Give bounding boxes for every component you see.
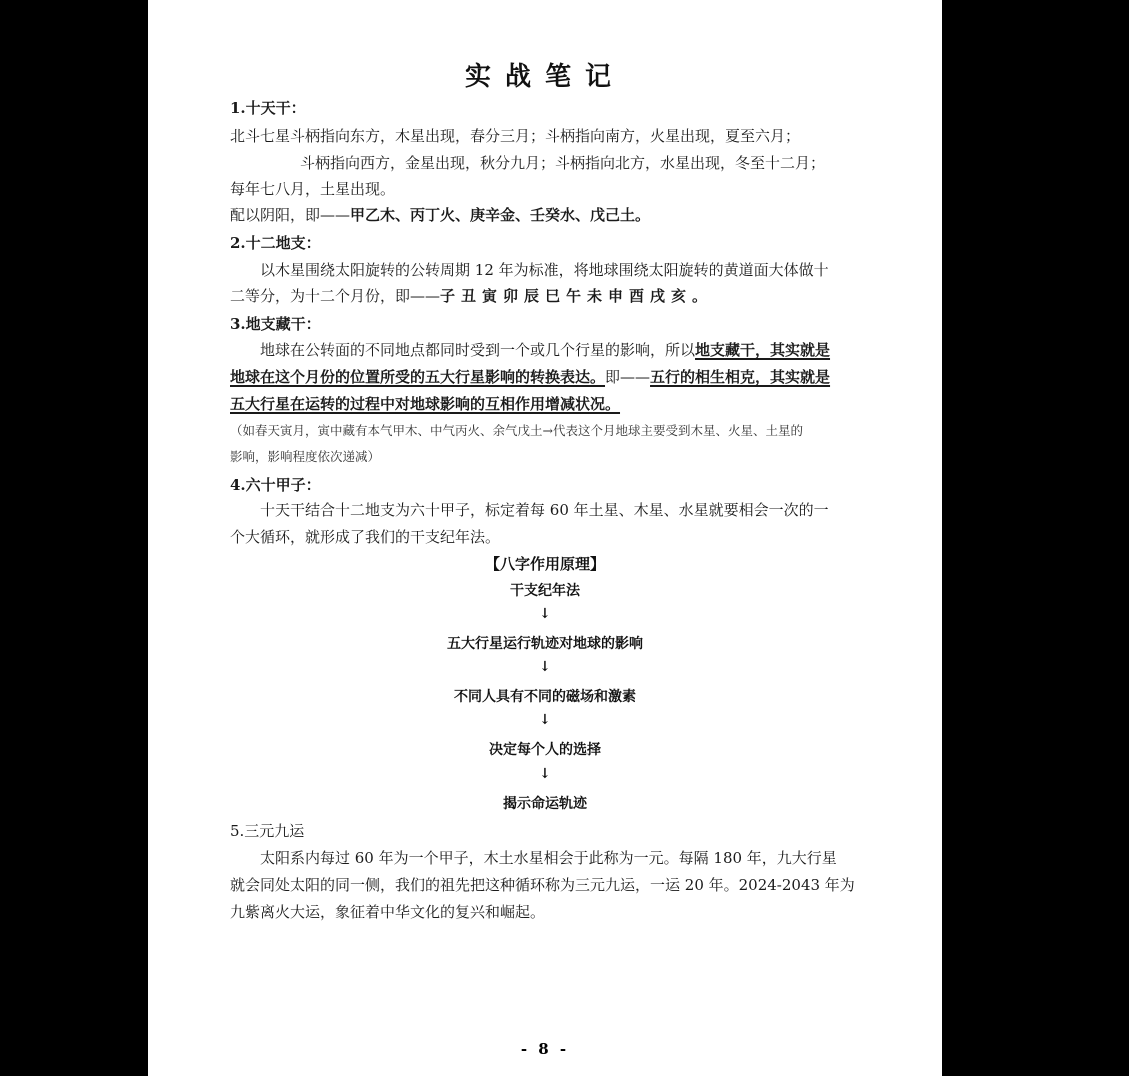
- dizhi-list: 子丑寅卯辰巳午未申酉戌亥。: [440, 287, 714, 305]
- s3-underlined-1: 地支藏干，其实就是: [695, 341, 831, 359]
- page-number: - 8 -: [520, 1040, 570, 1058]
- section-4-heading: 4.六十甲子：: [230, 476, 321, 494]
- flow-step-2: 五大行星运行轨迹对地球的影响: [447, 636, 643, 652]
- s1-line-3: 每年七八月，土星出现。: [230, 180, 396, 198]
- s3-underlined-2: 地球在这个月份的位置所受的五大行星影响的转换表达。: [230, 368, 606, 386]
- s1-line-4: [230, 205, 650, 225]
- flow-step-3: 不同人具有不同的磁场和激素: [454, 689, 636, 705]
- s3-line-2: [230, 367, 830, 387]
- s4-line-2: 个大循环，就形成了我们的干支纪年法。: [230, 528, 501, 546]
- arrow-down-icon: ↓: [539, 659, 551, 675]
- flow-step-4: 决定每个人的选择: [489, 742, 601, 758]
- s2-line-1: 以木星围绕太阳旋转的公转周期 12 年为标准，将地球围绕太阳旋转的黄道面大体做十: [260, 261, 829, 279]
- s3-line-1: [260, 340, 830, 360]
- s2-line-2a: 二等分，为十二个月份，即——: [230, 287, 441, 305]
- arrow-down-icon: ↓: [539, 712, 551, 728]
- flow-title: 【八字作用原理】: [484, 555, 605, 573]
- tiangan-pairs: 甲乙木、丙丁火、庚辛金、壬癸水、戊己土。: [350, 206, 651, 224]
- arrow-down-icon: ↓: [539, 606, 551, 622]
- section-3-heading: 3.地支藏干：: [230, 315, 321, 333]
- flow-step-1: 干支纪年法: [510, 583, 580, 599]
- section-2-heading: 2.十二地支：: [230, 234, 321, 252]
- document-page: [148, 0, 942, 1076]
- s5-line-1: 太阳系内每过 60 年为一个甲子，木土水星相会于此称为一元。每隔 180 年，九大行星: [260, 849, 837, 867]
- s5-line-2: 就会同处太阳的同一侧，我们的祖先把这种循环称为三元九运，一运 20 年。2024-2043 年为: [230, 876, 855, 894]
- s1-line-4a: 配以阴阳，即——: [230, 206, 351, 224]
- s3-note-1: （如春天寅月，寅中藏有本气甲木、中气丙火、余气戊土→代表这个月地球主要受到木星、火星、土星的: [230, 423, 803, 438]
- s3-underlined-4: 五大行星在运转的过程中对地球影响的互相作用增减状况。: [230, 395, 621, 413]
- arrow-down-icon: ↓: [539, 766, 551, 782]
- s3-underlined-3: 五行的相生相克，其实就是: [650, 368, 831, 386]
- s2-line-2: [230, 286, 713, 306]
- s3-line-2b: 即——: [605, 368, 651, 386]
- section-5-heading: 5.三元九运: [230, 822, 305, 840]
- page-title: 实战笔记: [464, 62, 625, 92]
- s1-line-1: 北斗七星斗柄指向东方，木星出现，春分三月；斗柄指向南方，火星出现，夏至六月；: [230, 127, 801, 145]
- s1-line-2: 斗柄指向西方，金星出现，秋分九月；斗柄指向北方，水星出现，冬至十二月；: [300, 154, 826, 172]
- section-1-heading: 1.十天干：: [230, 99, 306, 117]
- s4-line-1: 十天干结合十二地支为六十甲子，标定着每 60 年土星、木星、水星就要相会一次的一: [260, 501, 829, 519]
- flow-step-5: 揭示命运轨迹: [503, 796, 587, 812]
- s3-note-2: 影响，影响程度依次递减）: [230, 449, 381, 464]
- s3-line-1a: 地球在公转面的不同地点都同时受到一个或几个行星的影响，所以: [260, 341, 696, 359]
- s5-line-3: 九紫离火大运，象征着中华文化的复兴和崛起。: [230, 903, 546, 921]
